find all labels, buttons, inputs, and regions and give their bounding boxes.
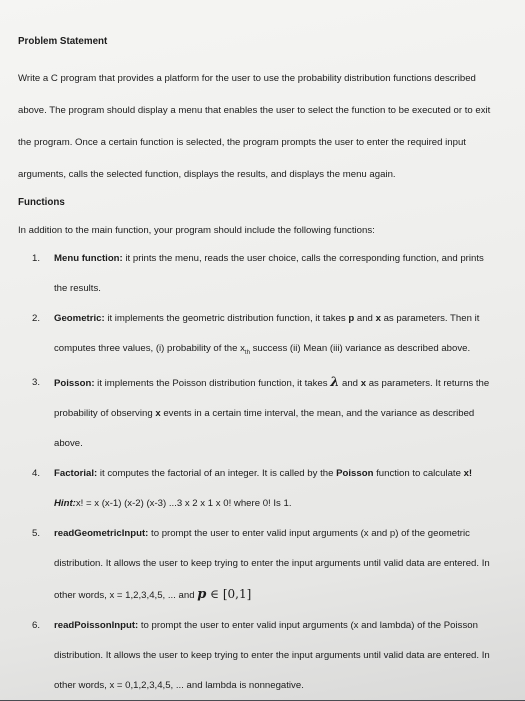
list-item [32,611,497,701]
x-factorial: x! [463,467,473,479]
function-description: to prompt the user to enter valid input arguments (x and lambda) of the Poisson distribution. It allows the user to keep trying to enter the input arguments until valid data are entered. In other words, x = 0,1,2,3,4,5, ... and lambda is nonnegative. [54,619,490,691]
function-description: as parameters. It returns the probability of observing [54,377,490,419]
problem-statement-body: Write a C program that provides a platform for the user to use the probability distribution functions described above. The program should display a menu that enables the user to select the function to be executed or to exit the program. Once a certain function is selected, the program prompts the user to enter the required input arguments, calls the selected function, displays the results, and displays the menu again. [18,73,491,180]
param-p: p [348,313,355,324]
item-number: 3. [32,376,41,388]
function-description: events in a certain time interval, the mean, and the variance as described above. [54,407,475,449]
param-x: x [155,407,161,419]
function-description: it computes the factorial of an integer. It is called by the [97,467,337,479]
function-description: function to calculate [373,467,464,479]
item-number: 1. [32,253,41,264]
element-of-symbol: ∈ [206,586,223,601]
functions-list [18,244,497,701]
function-description: success (ii) Mean (iii) variance as described above. [249,343,471,354]
item-number: 4. [32,467,41,479]
problem-statement-heading: Problem Statement [18,36,108,47]
item-number: 6. [32,619,41,631]
function-description: and [354,313,376,324]
list-item [32,368,497,459]
function-name: Geometric: [54,313,105,324]
function-name: readPoissonInput: [54,619,139,631]
function-name: Poisson: [54,377,95,389]
function-description: to prompt the user to enter valid input arguments (x and p) of the geometric distribution. It allows the user to keep trying to enter the input arguments until valid data are entered. In other words, x = 1,2,3,4,5, ... and [54,527,490,601]
functions-intro: In addition to the main function, your program should include the following functions: [18,225,375,236]
function-name: readGeometricInput: [54,527,149,539]
function-name: Menu function: [54,253,123,264]
functions-heading: Functions [18,197,65,208]
list-item [32,459,497,519]
param-p: p [197,586,207,602]
function-description: it implements the geometric distribution function, it takes [104,313,349,324]
function-name: Factorial: [54,467,98,479]
function-description: it implements the Poisson distribution function, it takes [94,377,331,389]
list-item [32,519,497,611]
param-x: x [375,313,381,324]
poisson-ref: Poisson [336,467,374,479]
function-description: as parameters. Then it computes three values, (i) probability of the x [54,313,480,354]
list-item [32,244,497,304]
item-number: 2. [32,313,41,324]
hint-label: Hint: [54,497,76,509]
function-description: and [339,377,361,389]
subscript-th: th [244,349,250,356]
hint-text: x! = x (x-1) (x-2) (x-3) ...3 x 2 x 1 x 0! where 0! Is 1. [75,497,292,509]
range-interval: [0,1] [222,586,252,601]
list-item [32,304,497,368]
lambda-symbol: λ [330,374,340,390]
param-x: x [360,377,367,389]
item-number: 5. [32,527,41,539]
function-description: it prints the menu, reads the user choice, calls the corresponding function, and prints the results. [54,253,484,294]
